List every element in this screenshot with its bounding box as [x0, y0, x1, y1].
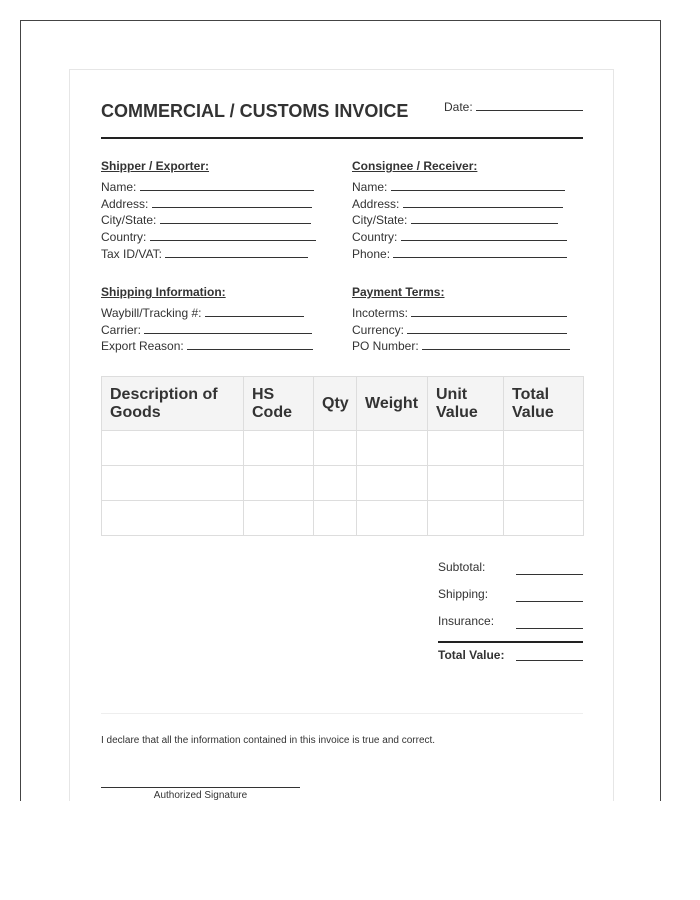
shipper-city-line[interactable] — [160, 213, 311, 224]
total-value-label: Total Value: — [438, 648, 505, 662]
shipping-cost-label: Shipping: — [438, 587, 489, 601]
page-frame — [20, 20, 661, 801]
table-cell[interactable] — [314, 431, 357, 466]
column-header-hs-code: HS Code — [244, 377, 314, 431]
date-field — [444, 100, 583, 114]
column-header-description: Description of Goods — [102, 377, 244, 431]
shipper-address-field — [101, 196, 316, 213]
field-label: Address: — [352, 196, 400, 211]
shipper-address-line[interactable] — [152, 197, 312, 208]
shipper-title: Shipper / Exporter: — [101, 159, 210, 173]
field-label: Export Reason: — [101, 339, 184, 354]
table-header-row — [102, 377, 584, 431]
field-label: Phone: — [352, 246, 391, 261]
carrier-line[interactable] — [144, 323, 312, 334]
payment-title: Payment Terms: — [352, 285, 445, 299]
table-cell[interactable] — [244, 501, 314, 536]
tracking-line[interactable] — [205, 306, 304, 317]
field-label: PO Number: — [352, 339, 419, 354]
insurance-line[interactable] — [516, 616, 583, 629]
consignee-name-line[interactable] — [391, 180, 565, 191]
invoice-header — [101, 70, 583, 139]
table-row — [102, 431, 584, 466]
shipper-section — [101, 158, 316, 263]
table-cell[interactable] — [314, 466, 357, 501]
table-cell[interactable] — [102, 431, 244, 466]
consignee-country-line[interactable] — [401, 230, 567, 241]
consignee-city-line[interactable] — [411, 213, 558, 224]
table-cell[interactable] — [244, 431, 314, 466]
field-label: Incoterms: — [352, 305, 409, 320]
shipping-title: Shipping Information: — [101, 285, 226, 299]
date-input-line[interactable] — [476, 100, 583, 111]
consignee-city-field — [352, 212, 567, 229]
subtotal-label: Subtotal: — [438, 560, 486, 574]
table-cell[interactable] — [357, 431, 428, 466]
consignee-phone-field — [352, 246, 567, 263]
currency-field — [352, 322, 570, 339]
incoterms-field — [352, 305, 570, 322]
shipper-city-field — [101, 212, 316, 229]
table-cell[interactable] — [244, 466, 314, 501]
table-row — [102, 501, 584, 536]
column-header-unit-value: Unit Value — [428, 377, 504, 431]
table-cell[interactable] — [102, 466, 244, 501]
table-cell[interactable] — [357, 501, 428, 536]
payment-section — [352, 284, 570, 355]
table-cell[interactable] — [428, 466, 504, 501]
shipper-name-line[interactable] — [140, 180, 314, 191]
consignee-address-line[interactable] — [403, 197, 563, 208]
column-header-weight: Weight — [357, 377, 428, 431]
field-label: Carrier: — [101, 322, 142, 337]
consignee-title: Consignee / Receiver: — [352, 159, 478, 173]
consignee-address-field — [352, 196, 567, 213]
total-value-line[interactable] — [516, 648, 583, 661]
table-cell[interactable] — [314, 501, 357, 536]
shipper-country-field — [101, 229, 316, 246]
export-reason-line[interactable] — [187, 339, 313, 350]
field-label: Country: — [352, 230, 398, 245]
table-cell[interactable] — [428, 431, 504, 466]
signature-line[interactable] — [101, 787, 300, 788]
shipping-cost-line[interactable] — [516, 589, 583, 602]
consignee-country-field — [352, 229, 567, 246]
goods-table — [101, 376, 584, 536]
shipping-section — [101, 284, 313, 355]
subtotal-line[interactable] — [516, 562, 583, 575]
table-cell[interactable] — [504, 466, 584, 501]
invoice-page — [69, 69, 614, 801]
table-cell[interactable] — [504, 501, 584, 536]
shipper-name-field — [101, 179, 316, 196]
date-label: Date: — [444, 100, 473, 114]
total-value-row — [438, 641, 583, 675]
field-label: Name: — [101, 179, 137, 194]
column-header-qty: Qty — [314, 377, 357, 431]
currency-line[interactable] — [407, 323, 567, 334]
field-label: Country: — [101, 230, 147, 245]
consignee-phone-line[interactable] — [393, 247, 567, 258]
subtotal-row — [438, 560, 583, 587]
carrier-field — [101, 322, 313, 339]
shipping-cost-row — [438, 587, 583, 614]
invoice-title: COMMERCIAL / CUSTOMS INVOICE — [101, 101, 409, 121]
field-label: Address: — [101, 196, 149, 211]
table-cell[interactable] — [102, 501, 244, 536]
table-cell[interactable] — [504, 431, 584, 466]
field-label: City/State: — [352, 213, 408, 228]
incoterms-line[interactable] — [411, 306, 567, 317]
insurance-label: Insurance: — [438, 614, 495, 628]
totals-block — [438, 560, 583, 675]
field-label: Waybill/Tracking #: — [101, 305, 202, 320]
column-header-total-value: Total Value — [504, 377, 584, 431]
consignee-section — [352, 158, 567, 263]
field-label: Tax ID/VAT: — [101, 246, 162, 261]
consignee-name-field — [352, 179, 567, 196]
shipper-country-line[interactable] — [150, 230, 316, 241]
po-number-line[interactable] — [422, 339, 570, 350]
shipper-tax-field — [101, 246, 316, 263]
table-cell[interactable] — [357, 466, 428, 501]
declaration-text: I declare that all the information contained in this invoice is true and correct. — [101, 735, 436, 746]
footer-divider — [101, 713, 583, 714]
insurance-row — [438, 614, 583, 641]
table-cell[interactable] — [428, 501, 504, 536]
field-label: Currency: — [352, 322, 405, 337]
invoice-document — [101, 70, 583, 801]
po-number-field — [352, 338, 570, 355]
export-reason-field — [101, 338, 313, 355]
field-label: Name: — [352, 179, 388, 194]
table-row — [102, 466, 584, 501]
signature-label: Authorized Signature — [153, 790, 248, 801]
tracking-field — [101, 305, 313, 322]
field-label: City/State: — [101, 213, 157, 228]
shipper-tax-line[interactable] — [165, 247, 308, 258]
